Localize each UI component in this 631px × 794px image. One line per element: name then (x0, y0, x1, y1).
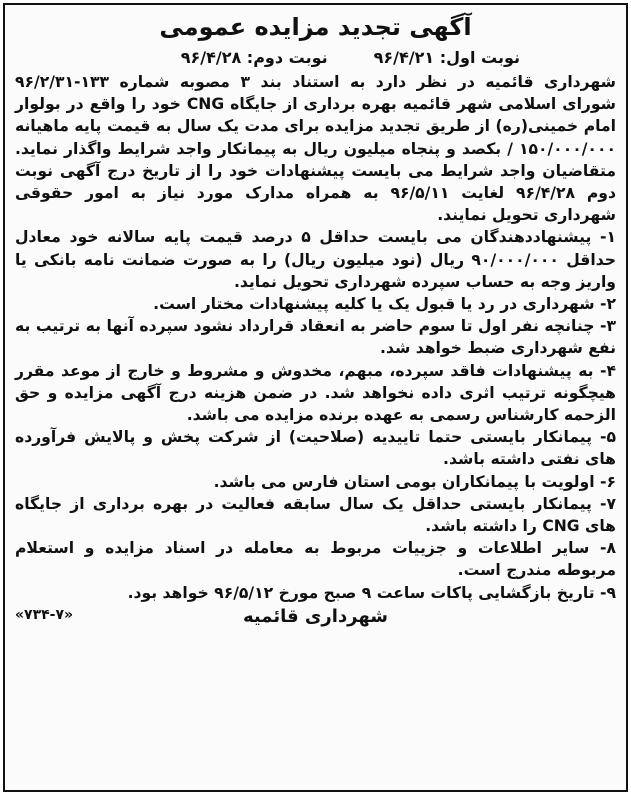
first-turn-date: نوبت اول: ۹۶/۴/۲۱ (373, 48, 520, 67)
condition-item: ۶- اولویت با پیمانکاران بومی استان فارس می باشد. (213, 472, 616, 491)
condition-item: ۹- تاریخ بازگشایی پاکات ساعت ۹ صبح مورخ ۹۶/۵/۱۲ خواهد بود. (127, 583, 616, 602)
condition-item: ۴- به پیشنهادات فاقد سپرده، مبهم، مخدوش و مشروط و خارج از موعد مقرر هیچگونه ترتیب اثری داده نخواهد شد. در ضمن هزینه درج آگهی مزایده و حق الزحمه کارشناس رسمی به عهده برنده مزایده می باشد. (15, 361, 616, 425)
notice-body (5, 5, 626, 628)
notice-title: آگهی تجدید مزایده عمومی (159, 13, 472, 41)
notice-code: «۷۳۴-۷» (15, 606, 74, 623)
condition-item: ۷- پیمانکار بایستی حداقل یک سال سابقه فعالیت در بهره برداری از جایگاه های CNG را داشته باشد. (15, 494, 616, 536)
issuer-signature: شهرداری قائمیه (243, 605, 388, 627)
condition-item: ۵- پیمانکار بایستی حتما تاییدیه (صلاحیت) از شرکت پخش و پالایش فرآورده های نفتی داشته باشد. (15, 428, 616, 469)
notice-frame (3, 3, 628, 792)
condition-item: ۲- شهرداری در رد یا قبول یک یا کلیه پیشنهادات مختار است. (153, 295, 616, 314)
condition-item: ۱- پیشنهاددهندگان می بایست حداقل ۵ درصد قیمت پایه سالانه خود معادل حداقل ۹۰/۰۰۰/۰۰۰ ریال (نود میلیون ریال) را به صورت ضمانت نامه بانکی یا واریز وجه به حساب سپرده شهرداری تحویل نماید. (15, 228, 616, 291)
publication-turns (15, 45, 616, 71)
conditions-list (15, 226, 616, 603)
condition-item: ۸- سایر اطلاعات و جزییات مربوط به معامله در اسناد مزایده و استعلام مربوطه مندرج است. (15, 539, 616, 580)
condition-item: ۳- چنانچه نفر اول تا سوم حاضر به انعقاد قرارداد نشود سپرده آنها به ترتیب به نفع شهرداری ضبط خواهد شد. (15, 317, 616, 358)
notice-intro: شهرداری قائمیه در نظر دارد به استناد بند ۳ مصوبه شماره ۱۳۳-۹۶/۲/۳۱ شورای اسلامی شهر قائمیه بهره برداری از جایگاه CNG خود را واقع در بولوار امام خمینی(ره) از طریق تجدید مزایده برای مدت یک سال به قیمت پایه ماهیانه ۱۵۰/۰۰۰/۰۰۰ / بکصد و پنجاه میلیون ریال به پیمانکار واجد شرایط واگذار نماید. متقاضیان واجد شرایط می بایست پیشنهادات خود را از تاریخ درج آگهی نوبت دوم ۹۶/۴/۲۸ لغایت ۹۶/۵/۱۱ به همراه مدارک مورد نیاز به امور حقوقی شهرداری تحویل نمایند. (15, 73, 617, 225)
second-turn-date: نوبت دوم: ۹۶/۴/۲۸ (180, 48, 328, 67)
